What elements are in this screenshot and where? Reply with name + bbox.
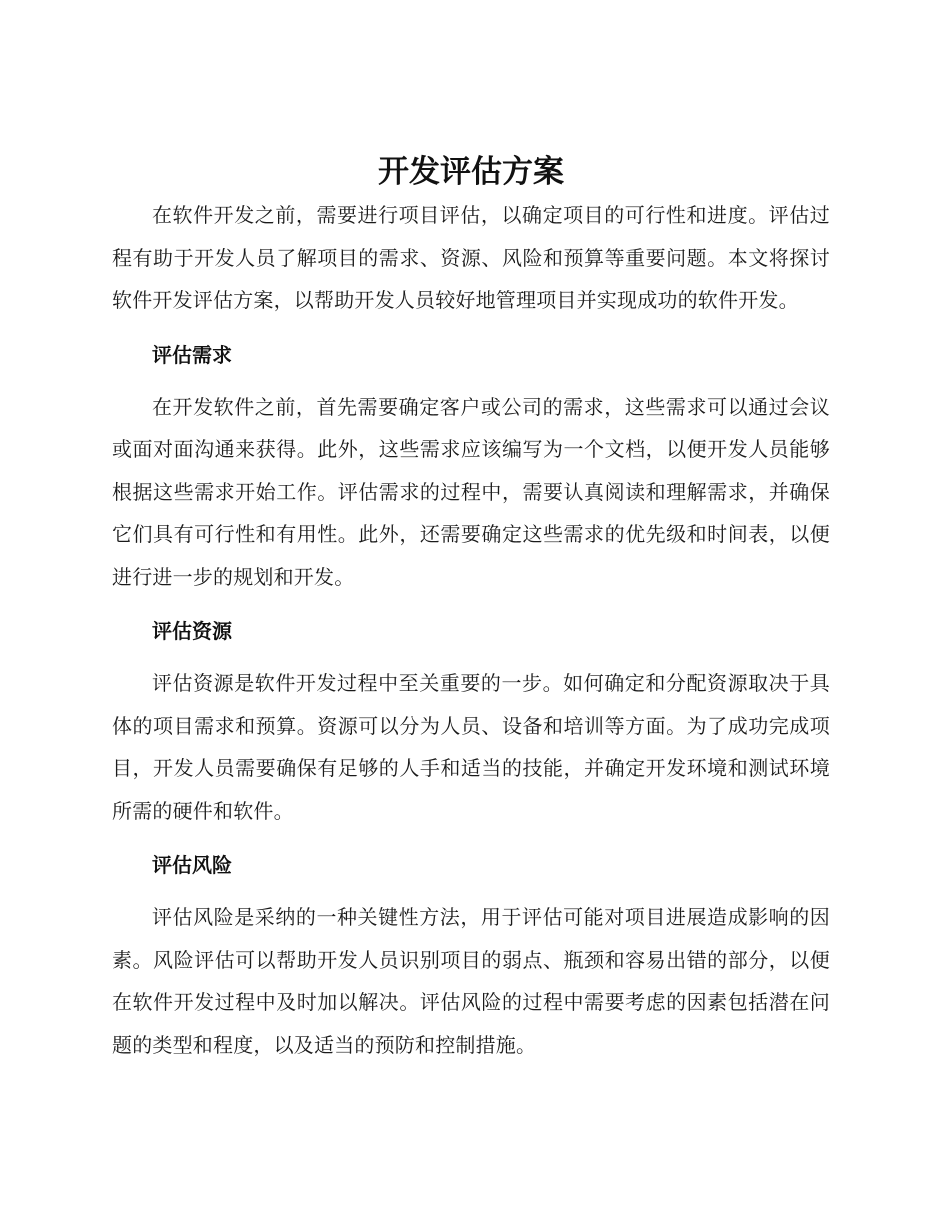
document-content xyxy=(112,150,830,1066)
section-paragraph: 评估资源是软件开发过程中至关重要的一步。如何确定和分配资源取决于具体的项目需求和预算。资源可以分为人员、设备和培训等方面。为了成功完成项目，开发人员需要确保有足够的人手和适当的技能，并确定开发环境和测试环境所需的硬件和软件。 xyxy=(112,671,830,823)
section-paragraph: 评估风险是采纳的一种关键性方法，用于评估可能对项目进展造成影响的因素。风险评估可以帮助开发人员识别项目的弱点、瓶颈和容易出错的部分，以便在软件开发过程中及时加以解决。评估风险的过程中需要考虑的因素包括潜在问题的类型和程度，以及适当的预防和控制措施。 xyxy=(112,905,830,1057)
document-title: 开发评估方案 xyxy=(378,154,564,190)
section-risks xyxy=(112,844,830,1066)
section-heading: 评估需求 xyxy=(152,342,232,367)
section-paragraph: 在开发软件之前，首先需要确定客户或公司的需求，这些需求可以通过会议或面对面沟通来获得。此外，这些需求应该编写为一个文档，以便开发人员能够根据这些需求开始工作。评估需求的过程中，需要认真阅读和理解需求，并确保它们具有可行性和有用性。此外，还需要确定这些需求的优先级和时间表，以便进行进一步的规划和开发。 xyxy=(112,394,830,589)
section-resources xyxy=(112,610,830,832)
intro-paragraph: 在软件开发之前，需要进行项目评估，以确定项目的可行性和进度。评估过程有助于开发人员了解项目的需求、资源、风险和预算等重要问题。本文将探讨软件开发评估方案，以帮助开发人员较好地管理项目并实现成功的软件开发。 xyxy=(112,203,830,312)
section-heading: 评估风险 xyxy=(152,853,232,877)
section-requirements xyxy=(112,334,830,599)
section-heading: 评估资源 xyxy=(152,619,232,643)
